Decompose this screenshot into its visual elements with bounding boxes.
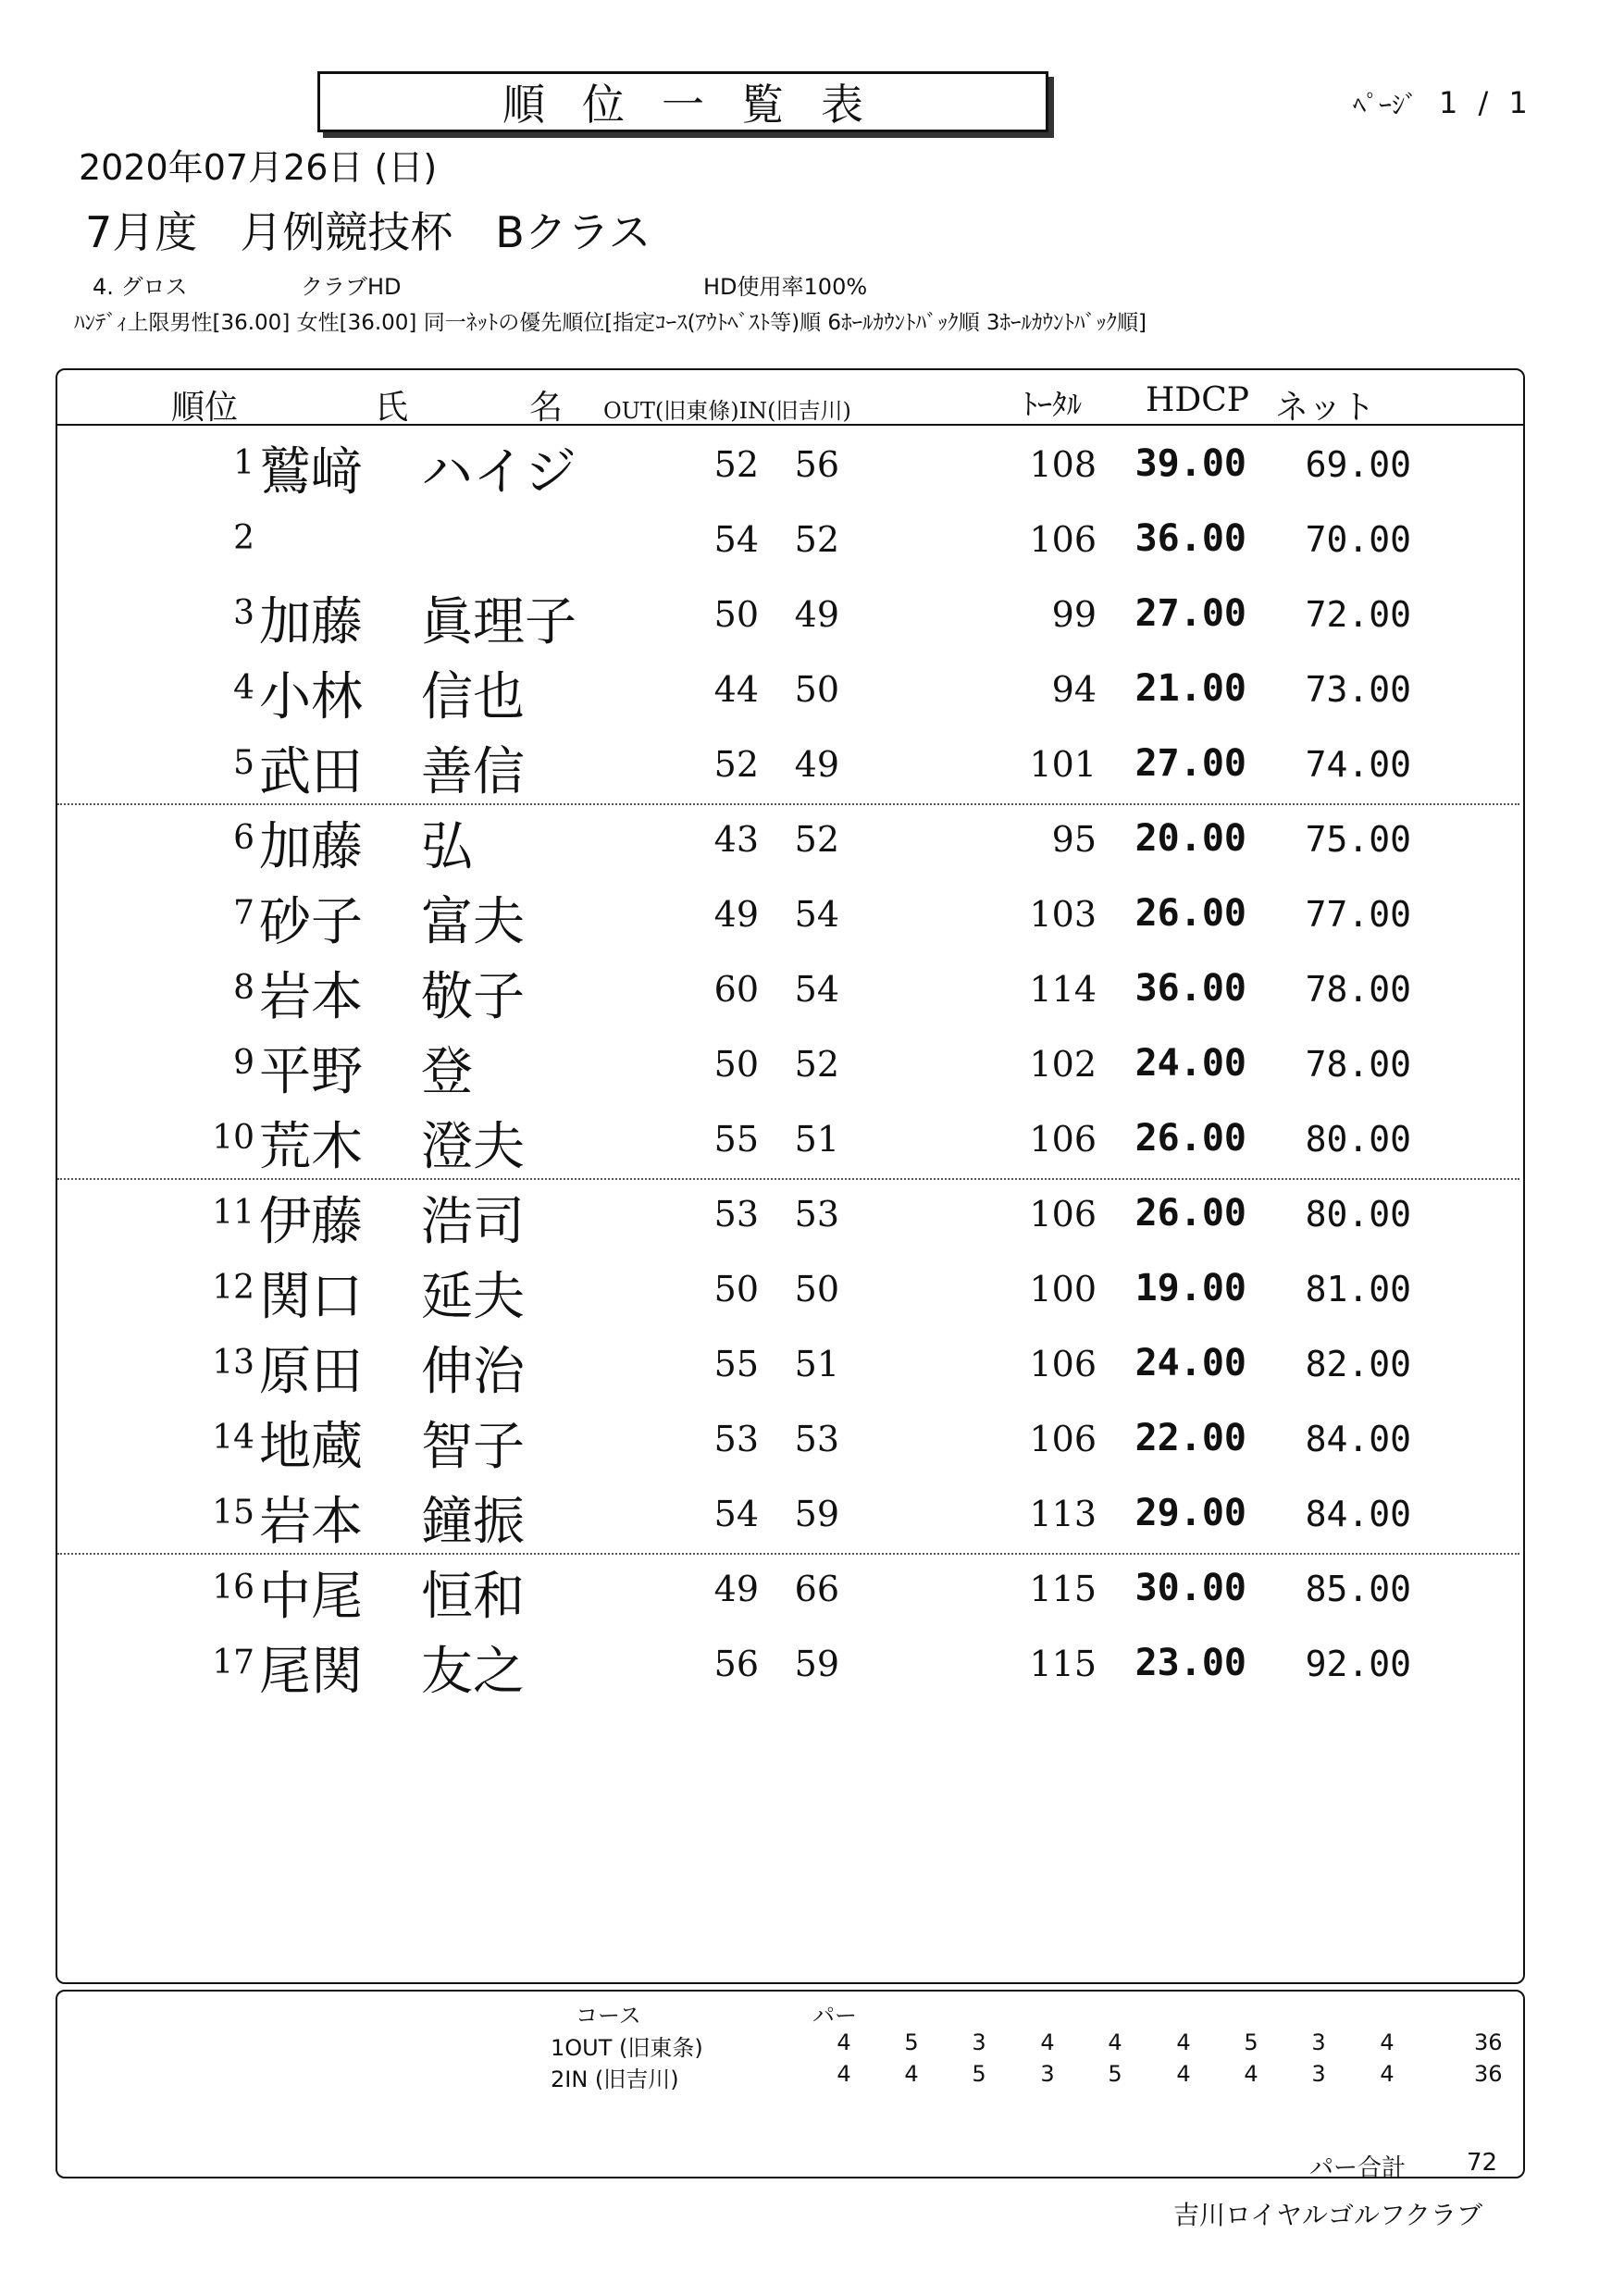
in-score-cell: 49 [794,744,839,785]
given-name-cell: 善信 [421,742,525,802]
out-score-cell: 53 [713,1194,759,1235]
surname-cell: 尾関 [259,1642,363,1702]
table-row [0,652,1624,726]
rank-cell: 11 [212,1194,254,1232]
event-date: 2020年07月26日 (日) [79,147,438,188]
total-score-cell: 114 [1029,969,1097,1010]
total-score-cell: 106 [1029,1419,1097,1459]
surname-cell: 加藤 [259,592,363,652]
rank-cell: 2 [233,519,254,557]
total-score-cell: 101 [1029,744,1097,785]
in-score-cell: 51 [794,1119,839,1160]
rank-cell: 5 [233,744,254,782]
hdcp-cell: 24.00 [1134,1042,1246,1085]
col-hdcp-header: HDCP [1146,381,1250,419]
surname-cell: 岩本 [259,1492,363,1552]
surname-cell: 伊藤 [259,1192,363,1252]
par-value: 4 [1176,2029,1191,2055]
par-value: 4 [904,2061,919,2087]
rank-cell: 14 [212,1419,254,1457]
par-value: 3 [1040,2061,1055,2087]
rank-cell: 13 [212,1344,254,1382]
in-score-cell: 52 [794,1044,839,1085]
hdcp-cell: 19.00 [1134,1267,1246,1309]
total-score-cell: 106 [1029,1119,1097,1160]
total-score-cell: 102 [1029,1044,1097,1085]
hdcp-cell: 26.00 [1134,892,1246,935]
par-value: 4 [1380,2061,1395,2087]
out-score-cell: 49 [713,1569,759,1609]
net-score-cell: 72.00 [1305,594,1411,635]
table-row [0,503,1624,577]
hdcp-cell: 30.00 [1134,1567,1246,1609]
course-label: コース [576,2003,641,2029]
info-hd-rate: HD使用率100% [703,274,868,300]
hdcp-cell: 36.00 [1134,967,1246,1010]
rank-cell: 4 [233,669,254,707]
net-score-cell: 70.00 [1305,519,1411,560]
hdcp-cell: 39.00 [1134,442,1246,485]
table-row [0,1402,1624,1476]
table-row [0,1627,1624,1701]
net-score-cell: 85.00 [1305,1569,1411,1609]
given-name-cell: 智子 [421,1417,525,1477]
table-row [0,428,1624,502]
total-score-cell: 94 [1051,669,1097,710]
net-score-cell: 80.00 [1305,1119,1411,1160]
net-score-cell: 77.00 [1305,894,1411,935]
table-row [0,802,1624,876]
course-1-total: 36 [1474,2029,1503,2055]
handicap-conditions: ﾊﾝﾃﾞｨ上限男性[36.00] 女性[36.00] 同一ﾈｯﾄの優先順位[指定ｺｰｽ(ｱｳﾄﾍﾞｽﾄ等)順 6ﾎｰﾙｶｳﾝﾄﾊﾞｯｸ順 3ﾎｰﾙｶｳﾝﾄﾊﾞｯｸ順] [74,311,1147,335]
net-score-cell: 80.00 [1305,1194,1411,1235]
table-row [0,1552,1624,1626]
out-score-cell: 49 [713,894,759,935]
given-name-cell: 敬子 [421,967,525,1027]
out-score-cell: 60 [713,969,759,1010]
surname-cell: 鷲﨑 [259,442,363,503]
col-course-header: OUT(旧東條)IN(旧吉川) [603,398,851,424]
group-separator [57,803,1519,805]
par-total: 72 [1467,2149,1498,2177]
in-score-cell: 54 [794,894,839,935]
surname-cell: 関口 [259,1267,363,1327]
course-1-name: 1OUT (旧東条) [551,2035,703,2061]
hdcp-cell: 36.00 [1134,517,1246,560]
hdcp-cell: 27.00 [1134,742,1246,785]
total-score-cell: 115 [1029,1644,1097,1684]
in-score-cell: 66 [794,1569,839,1609]
col-given-header: 名 [529,389,564,427]
given-name-cell: 鐘振 [421,1492,525,1552]
rank-cell: 16 [212,1569,254,1607]
out-score-cell: 50 [713,594,759,635]
out-score-cell: 52 [713,744,759,785]
given-name-cell: 富夫 [421,892,525,952]
total-score-cell: 113 [1029,1494,1097,1534]
page-number: 1 / 1 [1439,85,1533,120]
total-score-cell: 103 [1029,894,1097,935]
col-total-header: ﾄｰﾀﾙ [1023,387,1083,422]
surname-cell: 原田 [259,1342,363,1402]
in-score-cell: 50 [794,1269,839,1309]
net-score-cell: 84.00 [1305,1419,1411,1459]
group-separator [57,1553,1519,1555]
hdcp-cell: 24.00 [1134,1342,1246,1384]
hdcp-cell: 23.00 [1134,1642,1246,1684]
rank-cell: 15 [212,1494,254,1532]
given-name-cell: 眞理子 [421,592,576,652]
hdcp-cell: 29.00 [1134,1492,1246,1534]
given-name-cell: 友之 [421,1642,525,1702]
out-score-cell: 55 [713,1119,759,1160]
par-value: 3 [1311,2029,1326,2055]
club-name: 吉川ロイヤルゴルフクラブ [1173,2200,1483,2230]
page-title: 順位一覧表 [502,80,900,130]
net-score-cell: 78.00 [1305,1044,1411,1085]
surname-cell: 小林 [259,667,363,727]
par-value: 5 [904,2029,919,2055]
rank-cell: 3 [233,594,254,632]
in-score-cell: 51 [794,1344,839,1384]
net-score-cell: 73.00 [1305,669,1411,710]
in-score-cell: 53 [794,1194,839,1235]
hdcp-cell: 26.00 [1134,1192,1246,1235]
given-name-cell: 信也 [421,667,525,727]
info-club-hd: クラブHD [301,274,402,300]
total-score-cell: 95 [1051,819,1097,860]
par-value: 4 [837,2061,851,2087]
col-net-header: ネット [1275,389,1376,427]
total-score-cell: 108 [1029,444,1097,485]
in-score-cell: 49 [794,594,839,635]
info-gross: 4. グロス [93,274,188,300]
in-score-cell: 50 [794,669,839,710]
table-row [0,1177,1624,1251]
par-value: 5 [1108,2061,1122,2087]
col-rank-header: 順位 [171,389,239,427]
total-score-cell: 106 [1029,519,1097,560]
table-row [0,877,1624,951]
par-value: 3 [972,2029,986,2055]
par-value: 4 [837,2029,851,2055]
total-score-cell: 115 [1029,1569,1097,1609]
out-score-cell: 43 [713,819,759,860]
hdcp-cell: 22.00 [1134,1417,1246,1459]
par-value: 4 [1380,2029,1395,2055]
hdcp-cell: 21.00 [1134,667,1246,710]
col-surname-header: 氏 [375,389,409,427]
page-label: ﾍﾟｰｼﾞ [1353,90,1419,120]
out-score-cell: 53 [713,1419,759,1459]
total-score-cell: 99 [1051,594,1097,635]
out-score-cell: 50 [713,1269,759,1309]
out-score-cell: 56 [713,1644,759,1684]
group-separator [57,1178,1519,1180]
surname-cell: 荒木 [259,1117,363,1177]
par-value: 4 [1176,2061,1191,2087]
rank-cell: 17 [212,1644,254,1682]
par-value: 5 [972,2061,986,2087]
table-row [0,1477,1624,1551]
par-value: 4 [1040,2029,1055,2055]
net-score-cell: 81.00 [1305,1269,1411,1309]
given-name-cell: 登 [421,1042,473,1102]
out-score-cell: 44 [713,669,759,710]
net-score-cell: 92.00 [1305,1644,1411,1684]
table-row [0,1027,1624,1101]
rank-cell: 9 [233,1044,254,1082]
in-score-cell: 59 [794,1644,839,1684]
rank-cell: 8 [233,969,254,1007]
in-score-cell: 53 [794,1419,839,1459]
net-score-cell: 69.00 [1305,444,1411,485]
title-box [317,71,1048,132]
out-score-cell: 50 [713,1044,759,1085]
hdcp-cell: 26.00 [1134,1117,1246,1160]
hdcp-cell: 27.00 [1134,592,1246,635]
hdcp-cell: 20.00 [1134,817,1246,860]
rank-cell: 7 [233,894,254,932]
total-score-cell: 100 [1029,1269,1097,1309]
in-score-cell: 52 [794,519,839,560]
out-score-cell: 54 [713,519,759,560]
given-name-cell: ハイジ [421,442,576,503]
surname-cell: 平野 [259,1042,363,1102]
event-name: 7月度 月例競技杯 Bクラス [85,207,651,257]
table-row [0,1327,1624,1401]
out-score-cell: 54 [713,1494,759,1534]
course-2-name: 2IN (旧吉川) [551,2066,679,2092]
given-name-cell: 澄夫 [421,1117,525,1177]
table-row [0,1252,1624,1326]
in-score-cell: 56 [794,444,839,485]
net-score-cell: 84.00 [1305,1494,1411,1534]
net-score-cell: 75.00 [1305,819,1411,860]
rank-cell: 12 [212,1269,254,1307]
surname-cell: 中尾 [259,1567,363,1627]
rank-cell: 1 [233,444,254,482]
given-name-cell: 浩司 [421,1192,525,1252]
total-score-cell: 106 [1029,1194,1097,1235]
out-score-cell: 52 [713,444,759,485]
par-value: 5 [1244,2029,1258,2055]
table-row [0,952,1624,1026]
course-2-total: 36 [1474,2061,1503,2087]
in-score-cell: 59 [794,1494,839,1534]
par-value: 4 [1244,2061,1258,2087]
given-name-cell: 弘 [421,817,473,877]
rank-cell: 6 [233,819,254,857]
par-total-label: パー合計 [1309,2154,1407,2182]
table-row [0,577,1624,652]
out-score-cell: 55 [713,1344,759,1384]
surname-cell: 岩本 [259,967,363,1027]
rank-cell: 10 [212,1119,254,1157]
surname-cell: 加藤 [259,817,363,877]
par-value: 4 [1108,2029,1122,2055]
surname-cell: 武田 [259,742,363,802]
net-score-cell: 78.00 [1305,969,1411,1010]
par-value: 3 [1311,2061,1326,2087]
in-score-cell: 54 [794,969,839,1010]
given-name-cell: 延夫 [421,1267,525,1327]
given-name-cell: 伸治 [421,1342,525,1402]
net-score-cell: 74.00 [1305,744,1411,785]
net-score-cell: 82.00 [1305,1344,1411,1384]
surname-cell: 砂子 [259,892,363,952]
table-row [0,727,1624,801]
total-score-cell: 106 [1029,1344,1097,1384]
surname-cell: 地蔵 [259,1417,363,1477]
par-label: パー [812,2003,857,2029]
table-row [0,1102,1624,1176]
in-score-cell: 52 [794,819,839,860]
given-name-cell: 恒和 [421,1567,525,1627]
